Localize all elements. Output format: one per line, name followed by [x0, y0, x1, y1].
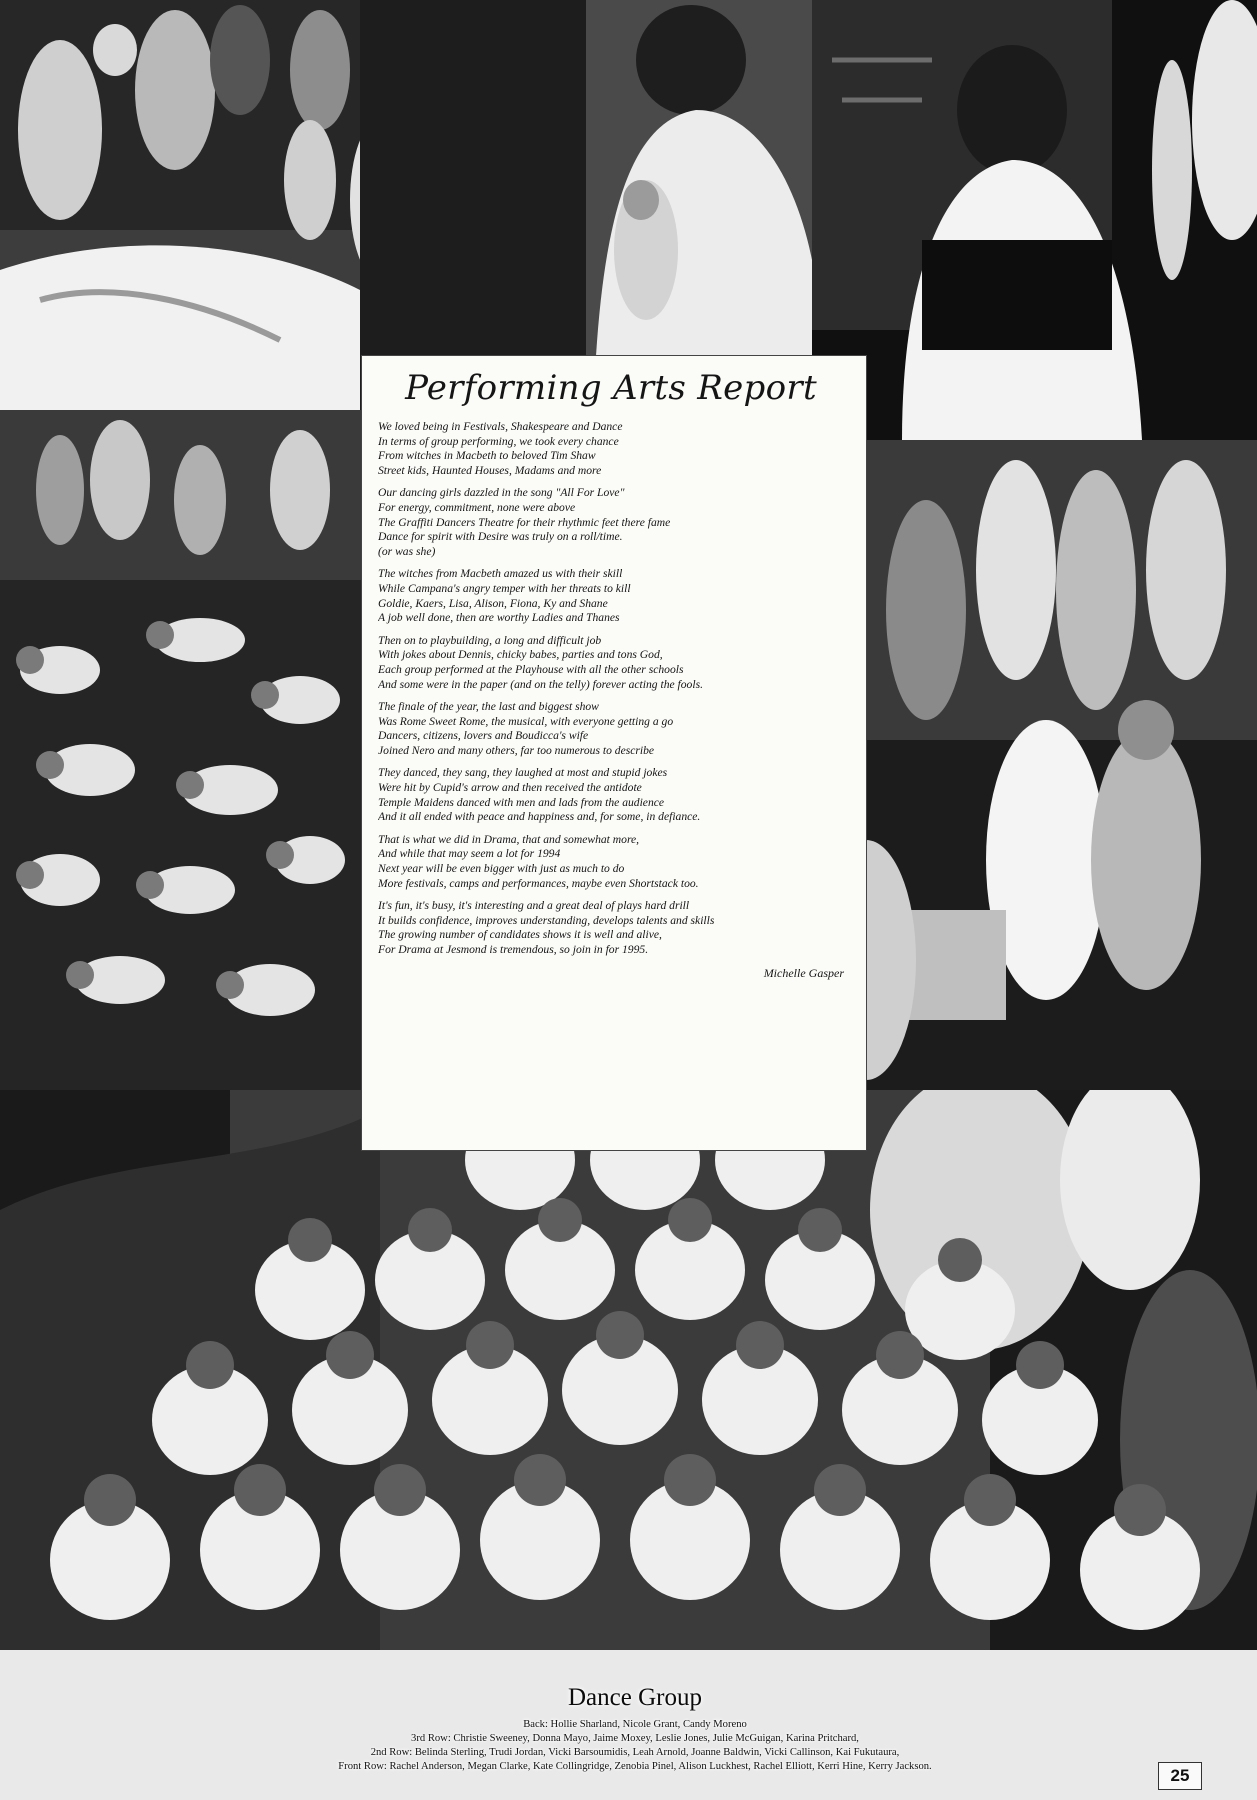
poem-stanza: [378, 420, 844, 478]
poem-stanza: [378, 700, 844, 758]
poem-stanza: [378, 634, 844, 692]
performer-photo-top-right: [812, 0, 1257, 440]
poem-line: Street kids, Haunted Houses, Madams and more: [378, 463, 602, 477]
caption-title: Dance Group: [568, 1684, 702, 1711]
poem-line: Next year will be even bigger with just as much to do: [378, 862, 625, 876]
poem-line: Dancers, citizens, lovers and Boudicca's wife: [378, 729, 589, 743]
poem-line: Was Rome Sweet Rome, the musical, with everyone getting a go: [378, 714, 674, 728]
poem-stanza: [378, 833, 844, 891]
poem-stanza: [378, 567, 844, 625]
rehearsal-photo-top-left: [0, 0, 360, 410]
poem-line: It's fun, it's busy, it's interesting and a great deal of plays hard drill: [378, 899, 690, 913]
drama-photos-right: [866, 440, 1257, 1090]
poem-line: Temple Maidens danced with men and lads from the audience: [378, 795, 665, 809]
poem-line: Then on to playbuilding, a long and difficult job: [378, 633, 602, 647]
drama-group-photo-left: [0, 410, 362, 1090]
poem-line: They danced, they sang, they laughed at most and stupid jokes: [378, 766, 668, 780]
poem-line: More festivals, camps and performances, maybe even Shortstack too.: [378, 876, 699, 890]
poem-line: We loved being in Festivals, Shakespeare and Dance: [378, 420, 623, 433]
caption-row-front: Front Row: Rachel Anderson, Megan Clarke, Kate Collingridge, Zenobia Pinel, Alison Luckhest, Rachel Elliott, Kerri Hine, Kerry Jackson.: [338, 1761, 932, 1772]
caption-row-third: 3rd Row: Christie Sweeney, Donna Mayo, Jaime Moxey, Leslie Jones, Julie McGuigan, Karina Pritchard,: [411, 1733, 859, 1744]
report-title: Performing Arts Report: [405, 368, 817, 408]
poem-line: And it all ended with peace and happiness and, for some, in defiance.: [378, 810, 701, 824]
poem-line: Joined Nero and many others, far too numerous to describe: [378, 743, 655, 757]
poem-line: And while that may seem a lot for 1994: [378, 847, 561, 861]
poem-line: From witches in Macbeth to beloved Tim Shaw: [378, 449, 596, 463]
poem-line: For Drama at Jesmond is tremendous, so join in for 1995.: [378, 943, 649, 956]
poem-line: The growing number of candidates shows it is well and alive,: [378, 928, 662, 942]
poem-line: Were hit by Cupid's arrow and then received the antidote: [378, 781, 642, 795]
poem-stanza: [378, 486, 844, 559]
poem-line: While Campana's angry temper with her threats to kill: [378, 581, 631, 595]
performer-photo-top-centre: [586, 0, 812, 356]
poem-line: Goldie, Kaers, Lisa, Alison, Fiona, Ky and Shane: [378, 596, 608, 610]
caption-row-second: 2nd Row: Belinda Sterling, Trudi Jordan, Vicki Barsoumidis, Leah Arnold, Joanne Baldwin, Vicki Callinson, Kai Fukutaura,: [370, 1747, 900, 1758]
poem-line: In terms of group performing, we took every chance: [378, 434, 619, 448]
poem-line: That is what we did in Drama, that and somewhat more,: [378, 832, 640, 846]
caption-row-back: Back: Hollie Sharland, Nicole Grant, Candy Moreno: [523, 1719, 747, 1730]
poem-body: [378, 420, 844, 958]
poem-line: (or was she): [378, 544, 436, 558]
poem-stanza: [378, 766, 844, 824]
poem-line: It builds confidence, improves understanding, develops talents and skills: [378, 913, 715, 927]
poem-line: Dance for spirit with Desire was truly on a roll/time.: [378, 530, 623, 544]
poem-stanza: [378, 899, 844, 957]
poem-line: And some were in the paper (and on the telly) forever acting the fools.: [378, 677, 703, 691]
poem-line: The finale of the year, the last and biggest show: [378, 700, 599, 714]
poem-line: With jokes about Dennis, chicky babes, parties and tons God,: [378, 648, 663, 662]
poem-line: The witches from Macbeth amazed us with their skill: [378, 567, 623, 581]
author-signature: Michelle Gasper: [763, 965, 844, 980]
poem-line: For energy, commitment, none were above: [378, 500, 576, 514]
dance-group-caption: [130, 1684, 1140, 1794]
poem-line: A job well done, then are worthy Ladies and Thanes: [378, 611, 620, 625]
poem-line: Our dancing girls dazzled in the song "All For Love": [378, 486, 625, 500]
poem-line: Each group performed at the Playhouse with all the other schools: [378, 662, 684, 676]
page-number: 25: [1158, 1762, 1202, 1790]
report-panel: [362, 356, 866, 1150]
poem-line: The Graffiti Dancers Theatre for their rhythmic feet there fame: [378, 515, 671, 529]
